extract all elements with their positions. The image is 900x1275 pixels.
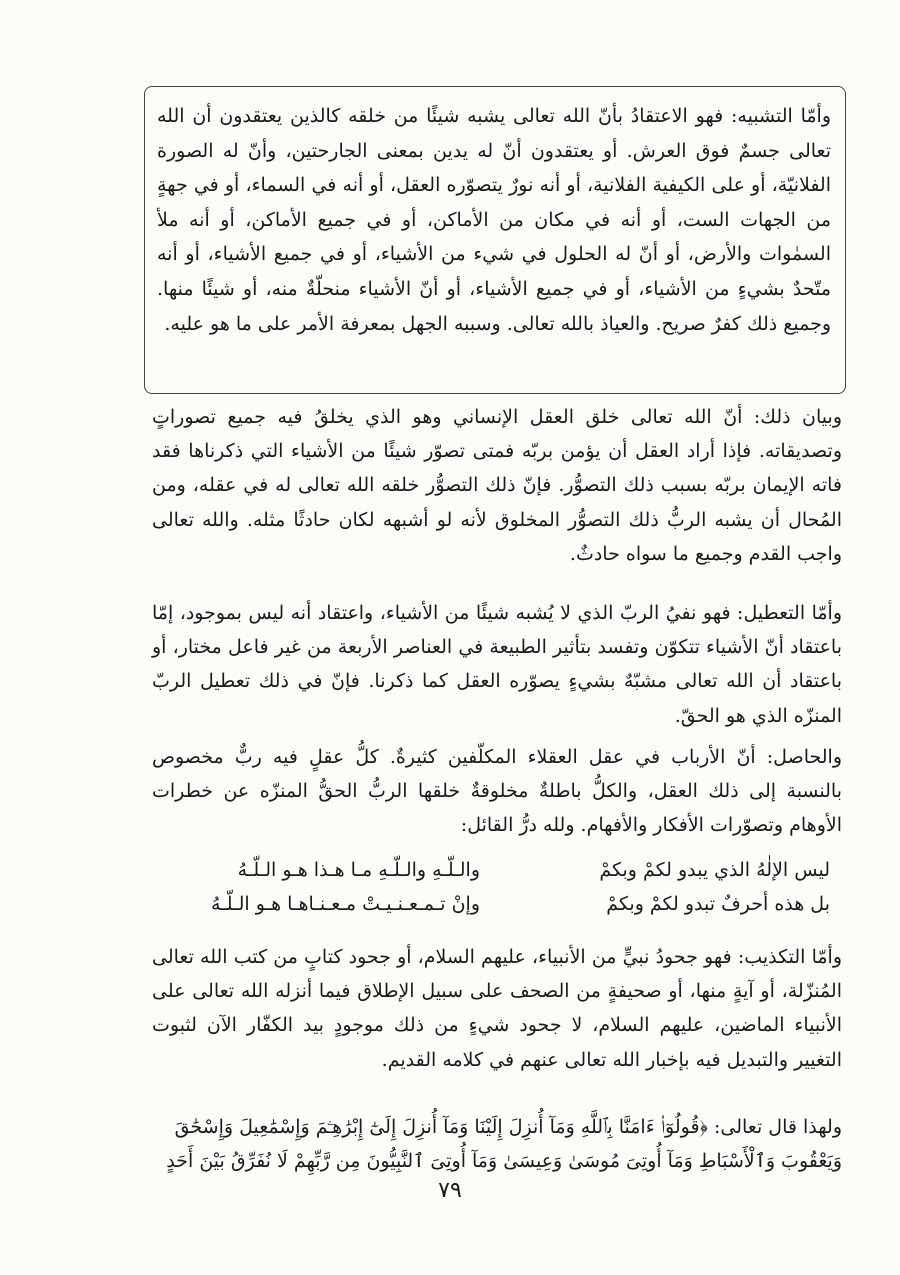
takdhib-text: وأمّا التكذيب: فهو جحودُ نبيٍّ من الأنبياء، عليهم السلام، أو جحود كتابٍ من كتب الله تعالى المُنزّلة، أو آيةٍ منها، أو صحيفةٍ من الصحف على سبيل الإطلاق فيما أنزله الله تعالى على الأنبياء الماضين، عليهم السلام، لا جحود شيءٍ من ذلك موجودٍ بيد الكفّار الآن لثبوت التغيير والتبديل فيه بإخبار الله تعالى عنهم في كلامه القديم. bbox=[152, 946, 842, 1071]
hasil-paragraph bbox=[152, 740, 842, 843]
tashbih-text: وأمّا التشبيه: فهو الاعتقادُ بأنّ الله تعالى يشبه شيئًا من خلقه كالذين يعتقدون أن الله تعالى جسمٌ فوق العرش. أو يعتقدون أنّ له يدين بمعنى الجارحتين، وأنّ له الصورة الفلانيّة، أو على الكيفية الفلانية، أو أنه نورٌ يتصوّره العقل، أو أنه في السماء، أو في جهةٍ من الجهات الست، أو أنه في مكان من الأماكن، أو في جميع الأماكن، أو أنه ملأ السمٰوات والأرض، أو أنّ له الحلول في شيء من الأشياء، أو في جميع الأشياء، أو أنه متّحدٌ بشيءٍ من الأشياء، أو في جميع الأشياء، أو أنّ الأشياء منحلّةٌ منه، أو شيئًا منها. وجميع ذلك كفرٌ صريح. والعياذ بالله تعالى. وسببه الجهل بمعرفة الأمر على ما هو عليه. bbox=[157, 105, 831, 335]
explanation-paragraph bbox=[152, 400, 842, 571]
takdhib-paragraph bbox=[152, 940, 842, 1077]
poem-line-2 bbox=[190, 887, 830, 921]
tatil-text: وأمّا التعطيل: فهو نفيُ الربّ الذي لا يُشبه شيئًا من الأشياء، واعتقاد أنه ليس بموجود، إمّا باعتقاد أنّ الأشياء تتكوّن وتفسد بتأثير الطبيعة في العناصر الأربعة من غير فاعل مختار، أو باعتقاد أن الله تعالى مشبّهٌ بشيءٍ يصوّره العقل كما ذكرنا. فإنّ في ذلك تعطيل الربّ المنزّه الذي هو الحقّ. bbox=[152, 602, 842, 727]
poem-line-2-first-hemistich: بل هذه أحرفٌ تبدو لكمْ وبكمْ bbox=[606, 893, 830, 915]
explanation-text: وبيان ذلك: أنّ الله تعالى خلق العقل الإنساني وهو الذي يخلقُ فيه جميع تصوراتٍ وتصديقاته. فإذا أراد العقل أن يؤمن بربّه فمتى تصوّر شيئًا من الأشياء التي ذكرناها فقد فاته الإيمان بربّه بسبب ذلك التصوُّر. فإنّ ذلك التصوُّر خلقه الله تعالى له في عقله، ومن المُحال أن يشبه الربُّ ذلك التصوُّر المخلوق لأنه لو أشبهه لكان حادثًا مثله. والله تعالى واجب القدم وجميع ما سواه حادثٌ. bbox=[152, 406, 842, 565]
poem-block bbox=[190, 853, 830, 921]
page-number: ٧٩ bbox=[438, 1178, 462, 1203]
boxed-tashbih-paragraph bbox=[144, 86, 846, 394]
hasil-text: والحاصل: أنّ الأرباب في عقل العقلاء المكلّفين كثيرةٌ. كلُّ عقلٍ فيه ربٌّ مخصوص بالنسبة إلى ذلك العقل، والكلُّ باطلةٌ مخلوقةٌ خلقها الربُّ الحقُّ المنزّه عن خطرات الأوهام وتصوّرات الأفكار والأفهام. ولله درُّ القائل: bbox=[152, 746, 842, 837]
quran-verse-line-2: وَيَعْقُوبَ وَٱلْأَسْبَاطِ وَمَآ أُوتِىَ مُوسَىٰ وَعِيسَىٰ وَمَآ أُوتِىَ ٱلنَّبِيُّونَ مِن رَّبِّهِمْ لَا نُفَرِّقُ بَيْنَ أَحَدٍ bbox=[166, 1150, 842, 1172]
tatil-paragraph bbox=[152, 596, 842, 733]
poem-line-2-second-hemistich: وإنْ تـمـعـنـيـتْ مـعـنـاهـا هـو الـلّـهُ bbox=[211, 893, 480, 915]
poem-line-1-first-hemistich: ليس الإلٰهُ الذي يبدو لكمْ وبكمْ bbox=[599, 859, 830, 881]
quran-verse-line-1: ولهذا قال تعالى: ﴿قُولُوٓا۟ ءَامَنَّا بِٱللَّهِ وَمَآ أُنزِلَ إِلَيْنَا وَمَآ أُنزِلَ إِلَىٰٓ إِبْرَٰهِـۧمَ وَإِسْمَٰعِيلَ وَإِسْحَٰقَ bbox=[174, 1116, 842, 1138]
poem-line-1 bbox=[190, 853, 830, 887]
poem-line-1-second-hemistich: والـلّـهِ والـلّـهِ مـا هـذا هـو الـلّـهُ bbox=[237, 859, 480, 881]
